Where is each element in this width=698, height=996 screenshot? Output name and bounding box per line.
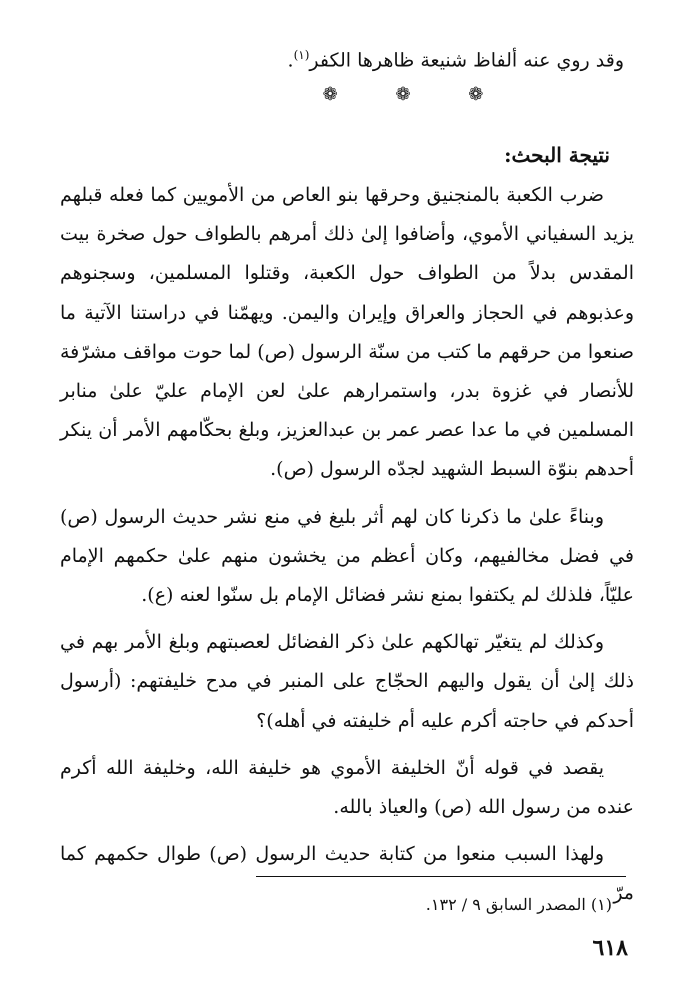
paragraph: ولهذا السبب منعوا من كتابة حديث الرسول (ص) طوال حكمهم كما مرّ xyxy=(60,843,634,905)
paragraph: يقصد في قوله أنّ الخليفة الأموي هو خليفة الله، وخليفة الله أكرم عنده من رسول الله (ص) والعياذ بالله. xyxy=(60,756,634,819)
paragraph: وكذلك لم يتغيّر تهالكهم علىٰ ذكر الفضائل لعصبتهم وبلغ الأمر بهم في ذلك إلىٰ أن يقول واليهم الحجّاج على المنبر في مدح خليفتهم: (أرسول أحدكم في حاجته أكرم عليه أم خليفته في أهله)؟ xyxy=(60,631,634,732)
separator-star-icon: ❁ xyxy=(468,84,506,105)
paragraph: وبناءً علىٰ ما ذكرنا كان لهم أثر بليغ في منع نشر حديث الرسول (ص) في فضل مخالفيهم، وكان أعظم من يخشون منهم علىٰ حكمهم الإمام عليّاً، فلذلك لم يكتفوا بمنع نشر فضائل الإمام بل سنّوا لعنه (ع). xyxy=(60,505,634,607)
page-number: ٦١٨ xyxy=(592,935,628,961)
paragraph: ضرب الكعبة بالمنجنيق وحرقها بنو العاص من الأمويين كما فعله قبلهم يزيد السفياني الأموي، وأضافوا إلىٰ ذلك أمرهم بالطواف حول صخرة بيت المقدس بدلاً من الطواف حول الكعبة، وقتلوا المسلمين، وسجنوهم وعذبوهم في الحجاز والعراق وإيران واليمن. ويهمّنا في دراستنا الآتية ما صنعوا من حرقهم ما كتب من سنّة الرسول (ص) لما حوت مواقف مشرّفة للأنصار في غزوة بدر، واستمرارهم علىٰ لعن الإمام عليّ علىٰ منابر المسلمين في ما عدا عصر عمر بن عبدالعزيز، وبلغ بحكّامهم الأمر أن ينكر أحدهم بنوّة السبط الشهيد لجدّه الرسول (ص). xyxy=(60,184,634,481)
separator-star-icon: ❁ xyxy=(395,84,433,105)
opening-line xyxy=(64,36,624,81)
opening-period: . xyxy=(287,49,294,72)
separator-star-icon: ❁ xyxy=(322,84,360,105)
opening-text: وقد روي عنه ألفاظ شنيعة ظاهرها الكفر xyxy=(309,49,624,72)
footnote-divider xyxy=(256,876,626,877)
body-text xyxy=(60,176,634,914)
footnote-ref: (١) xyxy=(293,48,310,62)
footnote: (١) المصدر السابق ٩ / ١٣٢. xyxy=(425,895,612,914)
section-separator xyxy=(0,84,698,105)
section-heading: نتيجة البحث: xyxy=(504,143,610,167)
